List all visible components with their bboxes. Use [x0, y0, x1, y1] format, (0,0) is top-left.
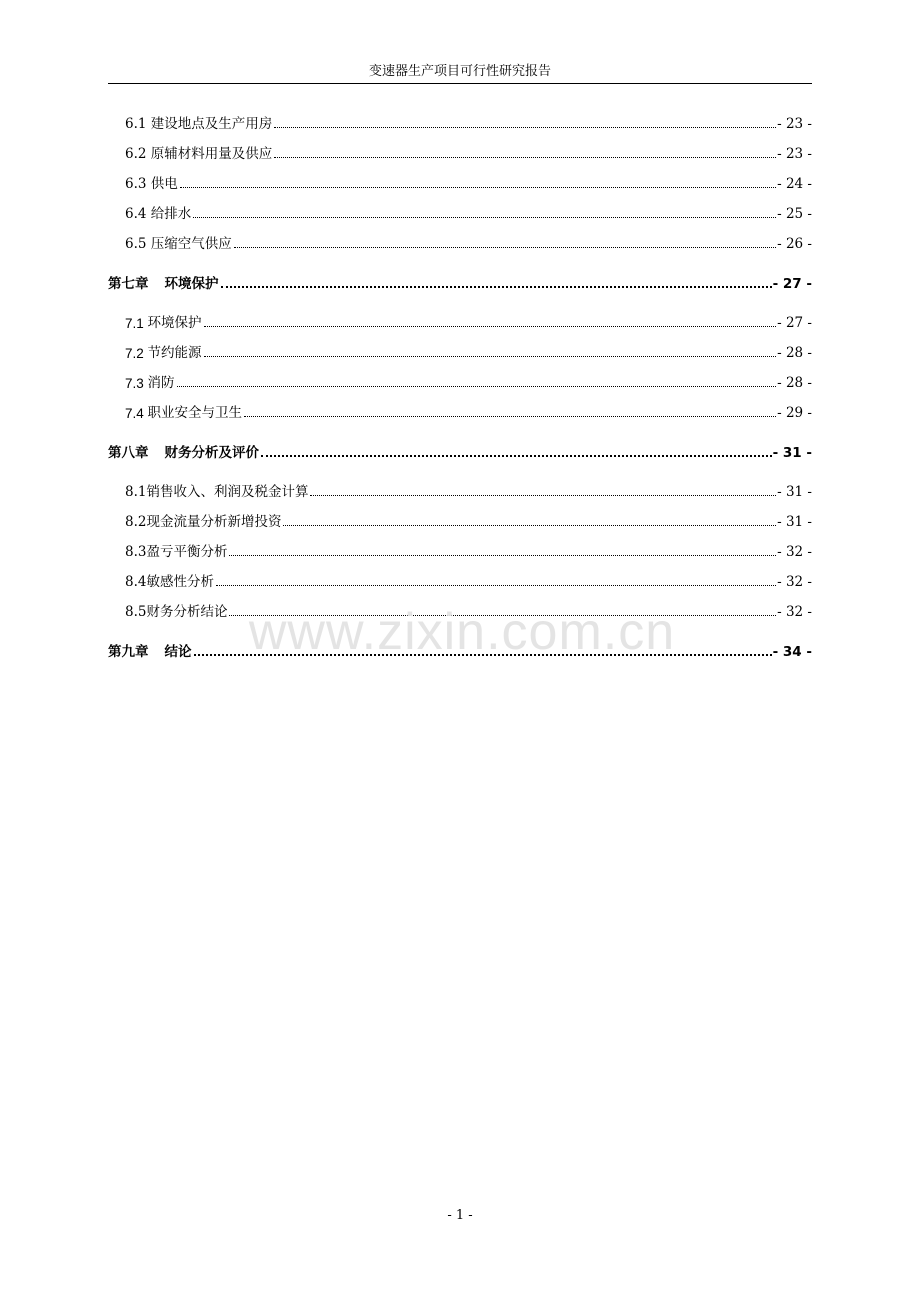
toc-page: - 25 - — [777, 206, 812, 222]
toc-number: 8.4 — [125, 574, 147, 590]
toc-entry-6-5[interactable] — [108, 230, 812, 252]
toc-title: 敏感性分析 — [146, 574, 214, 590]
toc-page: - 32 - — [777, 544, 812, 560]
toc-title: 职业安全与卫生 — [147, 405, 243, 421]
toc-leader — [216, 584, 776, 586]
toc-chapter-title: 结论 — [164, 644, 192, 660]
toc-page: - 23 - — [777, 146, 812, 162]
toc-title: 原辅材料用量及供应 — [150, 146, 273, 162]
toc-leader — [310, 494, 776, 496]
toc-leader — [204, 325, 777, 327]
toc-title: 财务分析结论 — [146, 604, 228, 620]
toc-number: 6.3 — [125, 176, 151, 192]
toc-title: 给排水 — [150, 206, 192, 222]
toc-page: - 28 - — [777, 375, 812, 391]
toc-entry-8-1[interactable] — [108, 478, 812, 500]
toc-page: - 24 - — [777, 176, 812, 192]
running-header: 变速器生产项目可行性研究报告 — [368, 64, 551, 79]
watermark: www.zixin.com.cn — [248, 603, 676, 661]
toc-page: - 28 - — [777, 345, 812, 361]
toc-number: 8.1 — [125, 484, 147, 500]
toc-leader — [234, 246, 776, 248]
toc-number: 7.1 — [125, 316, 148, 331]
toc-chapter-title: 环境保护 — [164, 276, 219, 292]
toc-entry-8-4[interactable] — [108, 568, 812, 590]
toc-number: 7.4 — [125, 406, 148, 421]
toc-leader — [193, 216, 776, 218]
toc-leader — [204, 355, 777, 357]
toc-chapter-title: 财务分析及评价 — [164, 445, 259, 461]
toc-page: - 27 - — [772, 276, 812, 292]
toc-title: 压缩空气供应 — [150, 236, 232, 252]
toc-entry-6-1[interactable] — [108, 110, 812, 132]
toc-entry-6-3[interactable] — [108, 170, 812, 192]
toc-entry-7-4[interactable] — [108, 399, 812, 421]
toc-title: 节约能源 — [147, 345, 202, 361]
toc-entry-8-2[interactable] — [108, 508, 812, 530]
toc-title: 消防 — [147, 375, 175, 391]
toc-number: 7.3 — [125, 376, 148, 391]
toc-entry-8-3[interactable] — [108, 538, 812, 560]
toc-page: - 31 - — [772, 445, 812, 461]
toc-page: - 27 - — [777, 315, 812, 331]
page-number: - 1 - — [447, 1208, 473, 1223]
toc-title: 建设地点及生产用房 — [150, 116, 273, 132]
toc-entry-7-3[interactable] — [108, 369, 812, 391]
toc-page: - 32 - — [777, 604, 812, 620]
toc-page: - 23 - — [777, 116, 812, 132]
toc-number: 6.4 — [125, 206, 151, 222]
toc-page: - 34 - — [772, 644, 812, 660]
toc-page: - 31 - — [777, 514, 812, 530]
toc-number: 6.5 — [125, 236, 151, 252]
toc-leader — [229, 554, 776, 556]
toc-leader — [180, 186, 776, 188]
toc-entry-7-2[interactable] — [108, 339, 812, 361]
toc-title: 销售收入、利润及税金计算 — [146, 484, 309, 500]
toc-number: 8.2 — [125, 514, 147, 530]
toc-page: - 32 - — [777, 574, 812, 590]
toc-chapter-number: 第九章 — [108, 644, 149, 660]
toc-entry-7-1[interactable] — [108, 309, 812, 331]
toc-leader — [274, 156, 776, 158]
toc-number: 8.5 — [125, 604, 147, 620]
toc-title: 供电 — [150, 176, 178, 192]
toc-page: - 29 - — [777, 405, 812, 421]
toc-title: 盈亏平衡分析 — [146, 544, 228, 560]
toc-leader — [274, 126, 776, 128]
toc-entry-6-4[interactable] — [108, 200, 812, 222]
toc-chapter-7[interactable] — [108, 270, 812, 292]
toc-leader — [244, 415, 776, 417]
toc-title: 现金流量分析新增投资 — [146, 514, 282, 530]
toc-number: 7.2 — [125, 346, 148, 361]
toc-page: - 31 - — [777, 484, 812, 500]
toc-chapter-number: 第八章 — [108, 445, 149, 461]
toc-entry-6-2[interactable] — [108, 140, 812, 162]
toc-chapter-number: 第七章 — [108, 276, 149, 292]
toc-number: 8.3 — [125, 544, 147, 560]
toc-leader — [177, 385, 777, 387]
toc-chapter-8[interactable] — [108, 439, 812, 461]
toc-leader — [221, 285, 772, 288]
header-rule — [108, 83, 812, 84]
toc-title: 环境保护 — [147, 315, 202, 331]
toc-leader — [283, 524, 776, 526]
toc-number: 6.1 — [125, 116, 151, 132]
toc-leader — [261, 454, 772, 457]
toc-number: 6.2 — [125, 146, 151, 162]
toc-page: - 26 - — [777, 236, 812, 252]
